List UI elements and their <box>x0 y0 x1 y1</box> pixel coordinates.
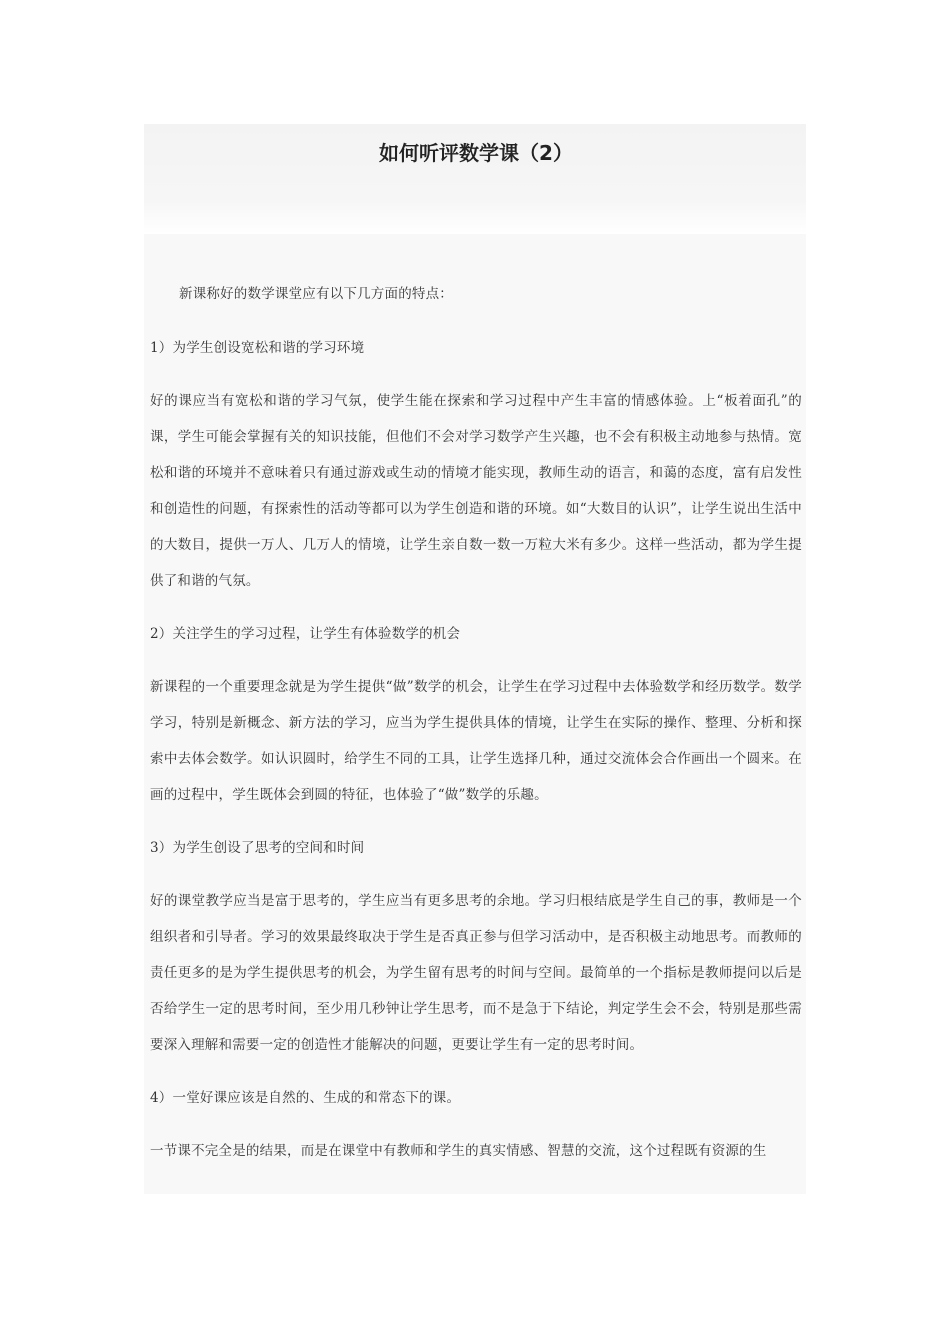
section-3-heading: 3）为学生创设了思考的空间和时间 <box>150 840 365 856</box>
document <box>150 124 802 1159</box>
section-3-body: 好的课堂教学应当是富于思考的，学生应当有更多思考的余地。学习归根结底是学生自己的事，教师是一个组织者和引导者。学习的效果最终取决于学生是否真正参与但学习活动中，是否积极主动地思考。而教师的责任更多的是为学生提供思考的机会，为学生留有思考的时间与空间。最简单的一个指标是教师提问以后是否给学生一定的思考时间，至少用几秒钟让学生思考，而不是急于下结论，判定学生会不会，特别是那些需要深入理解和需要一定的创造性才能解决的问题，更要让学生有一定的思考时间。 <box>150 893 802 1053</box>
section-1-body: 好的课应当有宽松和谐的学习气氛，使学生能在探索和学习过程中产生丰富的情感体验。上“板着面孔”的课，学生可能会掌握有关的知识技能，但他们不会对学习数学产生兴趣，也不会有积极主动地参与热情。宽松和谐的环境并不意味着只有通过游戏或生动的情境才能实现，教师生动的语言，和蔼的态度，富有启发性和创造性的问题，有探索性的活动等都可以为学生创造和谐的环境。如“大数目的认识”，让学生说出生活中的大数目，提供一万人、几万人的情境，让学生亲自数一数一万粒大米有多少。这样一些活动，都为学生提供了和谐的气氛。 <box>150 393 802 589</box>
section-2-body: 新课程的一个重要理念就是为学生提供“做”数学的机会，让学生在学习过程中去体验数学和经历数学。数学学习，特别是新概念、新方法的学习，应当为学生提供具体的情境，让学生在实际的操作、整理、分析和探索中去体会数学。如认识圆时，给学生不同的工具，让学生选择几种，通过交流体会合作画出一个圆来。在画的过程中，学生既体会到圆的特征，也体验了“做”数学的乐趣。 <box>150 679 802 803</box>
section-2-heading: 2）关注学生的学习过程，让学生有体验数学的机会 <box>150 626 461 642</box>
section-1-heading: 1）为学生创设宽松和谐的学习环境 <box>150 340 365 356</box>
section-4-body: 一节课不完全是的结果，而是在课堂中有教师和学生的真实情感、智慧的交流，这个过程既有资源的生 <box>150 1143 767 1159</box>
intro-paragraph: 新课称好的数学课堂应有以下几方面的特点： <box>179 286 453 302</box>
document-content <box>150 276 802 1169</box>
section-4-heading: 4）一堂好课应该是自然的、生成的和常态下的课。 <box>150 1090 461 1106</box>
document-title: 如何听评数学课（2） <box>379 141 573 165</box>
